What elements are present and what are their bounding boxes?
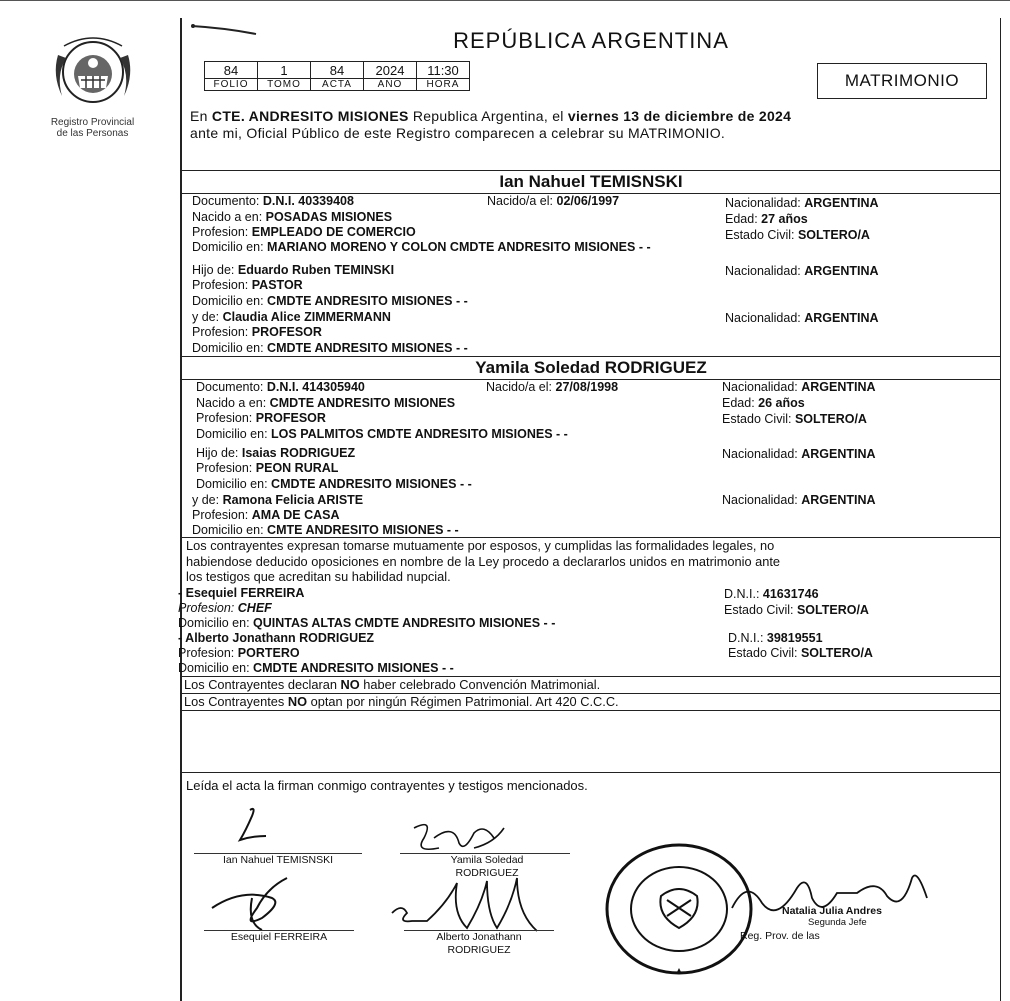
label-edad: Edad:: [722, 396, 755, 410]
c1-madre-nacionalidad: ARGENTINA: [804, 311, 879, 325]
label-nacionalidad: Nacionalidad:: [725, 196, 801, 210]
label-profesion: Profesion:: [192, 508, 249, 522]
label-estado-civil: Estado Civil:: [724, 603, 794, 617]
c2-padre-domicilio: CMDTE ANDRESITO MISIONES - -: [271, 477, 472, 491]
c1-estado-civil: SOLTERO/A: [797, 228, 870, 242]
label-estado-civil: Estado Civil:: [722, 412, 792, 426]
intro-mid: Republica Argentina, el: [408, 108, 568, 124]
label-nacionalidad: Nacionalidad:: [725, 264, 801, 278]
official-office: Reg. Prov. de las: [740, 930, 820, 942]
regimen-line: [184, 694, 619, 709]
signature-label-esequiel: Esequiel FERREIRA: [230, 931, 328, 943]
label-domicilio: Domicilio en:: [196, 477, 268, 491]
intro-place: CTE. ANDRESITO MISIONES: [211, 108, 409, 124]
c2-nacido-en: CMDTE ANDRESITO MISIONES: [269, 396, 456, 410]
label-domicilio: Domicilio en:: [192, 523, 264, 537]
c1-edad: 27 años: [761, 212, 808, 226]
registry-fields-table: [204, 61, 470, 91]
signature-label-alberto-2: RODRIGUEZ: [447, 944, 511, 956]
label-nacionalidad: Nacionalidad:: [722, 447, 798, 461]
hora-value: 11:30: [417, 62, 470, 79]
logo-label-line2: de las Personas: [56, 128, 129, 139]
c2-domicilio: LOS PALMITOS CMDTE ANDRESITO MISIONES - -: [271, 427, 568, 441]
label-domicilio: Domicilio en:: [192, 294, 264, 308]
c1-padre-name: Eduardo Ruben TEMINSKI: [237, 263, 395, 277]
label-profesion: Profesion:: [178, 646, 235, 660]
label-nacionalidad: Nacionalidad:: [722, 380, 798, 394]
signature-label-yamila-1: Yamila Soledad: [450, 854, 524, 866]
label-domicilio: Domicilio en:: [178, 661, 250, 675]
c1-padre-profesion: PASTOR: [251, 278, 303, 292]
signature-alberto: [387, 873, 562, 938]
c2-nacido-el: 27/08/1998: [555, 380, 619, 394]
convencion-no: NO: [340, 677, 360, 692]
intro-date: viernes 13 de diciembre de 2024: [567, 108, 792, 124]
c2-profesion: PROFESOR: [255, 411, 326, 425]
label-profesion: Profesion:: [178, 601, 235, 615]
divider: [182, 772, 1000, 773]
label-nacido-en: Nacido a en:: [196, 396, 267, 410]
c1-madre-profesion: PROFESOR: [251, 325, 322, 339]
label-nacido-en: Nacido a en:: [192, 210, 263, 224]
label-domicilio: Domicilio en:: [192, 341, 264, 355]
hora-label: HORA: [417, 79, 470, 91]
c1-documento: D.N.I. 40339408: [262, 194, 354, 208]
label-domicilio: Domicilio en:: [192, 240, 264, 254]
label-dni: D.N.I.:: [724, 587, 760, 601]
c1-padre-domicilio: CMDTE ANDRESITO MISIONES - -: [267, 294, 468, 308]
c2-madre-nacionalidad: ARGENTINA: [801, 493, 876, 507]
signature-ian: [222, 806, 282, 846]
contrayente2-name: Yamila Soledad RODRIGUEZ: [475, 358, 707, 377]
testigo2-estado-civil: SOLTERO/A: [800, 646, 873, 660]
folio-label: FOLIO: [205, 79, 258, 91]
label-domicilio: Domicilio en:: [196, 427, 268, 441]
logo-label-line1: Registro Provincial: [50, 117, 135, 128]
c1-nacido-el: 02/06/1997: [556, 194, 620, 208]
official-name: Natalia Julia Andres: [782, 905, 882, 917]
c1-padre-nacionalidad: ARGENTINA: [804, 264, 879, 278]
c2-madre-domicilio: CMTE ANDRESITO MISIONES - -: [267, 523, 459, 537]
official-title: Segunda Jefe: [808, 917, 867, 928]
label-estado-civil: Estado Civil:: [728, 646, 798, 660]
c2-nacionalidad: ARGENTINA: [801, 380, 876, 394]
label-hijo-de: Hijo de:: [192, 263, 235, 277]
c2-documento: D.N.I. 414305940: [266, 380, 365, 394]
contrayente1-name: Ian Nahuel TEMISNSKI: [499, 172, 683, 191]
divider: [182, 356, 1000, 357]
provincial-seal-icon: [48, 30, 138, 112]
c2-estado-civil: SOLTERO/A: [794, 412, 867, 426]
label-profesion: Profesion:: [196, 461, 253, 475]
label-dni: D.N.I.:: [728, 631, 764, 645]
label-documento: Documento:: [192, 194, 260, 208]
label-estado-civil: Estado Civil:: [725, 228, 795, 242]
anio-label: AÑO: [364, 79, 417, 91]
label-nacido-el: Nacido/a el:: [486, 380, 553, 394]
testigo1-estado-civil: SOLTERO/A: [796, 603, 869, 617]
act-type-box: MATRIMONIO: [817, 63, 987, 99]
declaration-line3: los testigos que acreditan su habilidad nupcial.: [186, 569, 451, 584]
signature-label-alberto-1: Alberto Jonathann: [436, 931, 522, 943]
intro-line2: ante mi, Oficial Público de este Registro comparecen a celebrar su MATRIMONIO.: [190, 125, 726, 141]
label-domicilio: Domicilio en:: [178, 616, 250, 630]
c1-nacionalidad: ARGENTINA: [804, 196, 879, 210]
label-profesion: Profesion:: [192, 325, 249, 339]
testigo2-profesion: PORTERO: [237, 646, 300, 660]
intro-prefix: En: [190, 108, 212, 124]
divider: [182, 170, 1000, 171]
regimen-pre: Los Contrayentes: [184, 694, 288, 709]
acta-value: 84: [311, 62, 364, 79]
top-rule: [0, 0, 1010, 1]
folio-value: 84: [205, 62, 258, 79]
label-y-de: y de:: [192, 310, 220, 324]
convencion-post: haber celebrado Convención Matrimonial.: [359, 677, 601, 692]
c2-madre-name: Ramona Felicia ARISTE: [222, 493, 364, 507]
acta-label: ACTA: [311, 79, 364, 91]
testigo1-profesion: CHEF: [237, 601, 272, 615]
c2-padre-profesion: PEON RURAL: [255, 461, 339, 475]
c1-nacido-en: POSADAS MISIONES: [265, 210, 393, 224]
regimen-post: optan por ningún Régimen Patrimonial. Art 420 C.C.C.: [307, 694, 619, 709]
testigo1-name: - Esequiel FERREIRA: [178, 586, 305, 600]
marriage-certificate: [180, 18, 1001, 1001]
label-nacionalidad: Nacionalidad:: [722, 493, 798, 507]
testigo2-domicilio: CMDTE ANDRESITO MISIONES - -: [253, 661, 454, 675]
declaration-line1: Los contrayentes expresan tomarse mutuamente por esposos, y cumplidas las formalidades legales, no: [186, 538, 775, 553]
testigo2-name: - Alberto Jonathann RODRIGUEZ: [178, 631, 375, 645]
testigo2-dni: 39819551: [766, 631, 823, 645]
c1-madre-name: Claudia Alice ZIMMERMANN: [222, 310, 391, 324]
label-y-de: y de:: [192, 493, 220, 507]
label-hijo-de: Hijo de:: [196, 446, 239, 460]
label-profesion: Profesion:: [196, 411, 253, 425]
divider: [182, 710, 1000, 711]
c1-profesion: EMPLEADO DE COMERCIO: [251, 225, 416, 239]
registry-logo: [30, 30, 155, 139]
testigo1-domicilio: QUINTAS ALTAS CMDTE ANDRESITO MISIONES - -: [253, 616, 556, 630]
label-edad: Edad:: [725, 212, 758, 226]
c2-madre-profesion: AMA DE CASA: [251, 508, 340, 522]
label-nacionalidad: Nacionalidad:: [725, 311, 801, 325]
c2-padre-nacionalidad: ARGENTINA: [801, 447, 876, 461]
tomo-value: 1: [258, 62, 311, 79]
c1-domicilio: MARIANO MORENO Y COLON CMDTE ANDRESITO MISIONES - -: [267, 240, 651, 254]
signature-label-yamila-2: RODRIGUEZ: [455, 867, 519, 879]
signature-esequiel: [202, 868, 312, 938]
label-nacido-el: Nacido/a el:: [487, 194, 554, 208]
regimen-no: NO: [287, 694, 308, 709]
closing-text: Leída el acta la firman conmigo contrayentes y testigos mencionados.: [186, 778, 588, 793]
signature-label-ian: Ian Nahuel TEMISNSKI: [222, 854, 334, 866]
document-title: REPÚBLICA ARGENTINA: [453, 28, 729, 53]
declaration-line2: habiendose deducido oposiciones en nombre de la Ley procedo a declararlos unidos en matrimonio ante: [186, 554, 781, 569]
testigo1-dni: 41631746: [762, 587, 819, 601]
c1-madre-domicilio: CMDTE ANDRESITO MISIONES - -: [267, 341, 468, 355]
c2-padre-name: Isaias RODRIGUEZ: [241, 446, 356, 460]
label-profesion: Profesion:: [192, 278, 249, 292]
label-profesion: Profesion:: [192, 225, 249, 239]
label-documento: Documento:: [196, 380, 264, 394]
anio-value: 2024: [364, 62, 417, 79]
c2-edad: 26 años: [758, 396, 805, 410]
convencion-line: [184, 677, 600, 692]
tomo-label: TOMO: [258, 79, 311, 91]
intro-paragraph: [190, 108, 998, 142]
convencion-pre: Los Contrayentes declaran: [184, 677, 341, 692]
